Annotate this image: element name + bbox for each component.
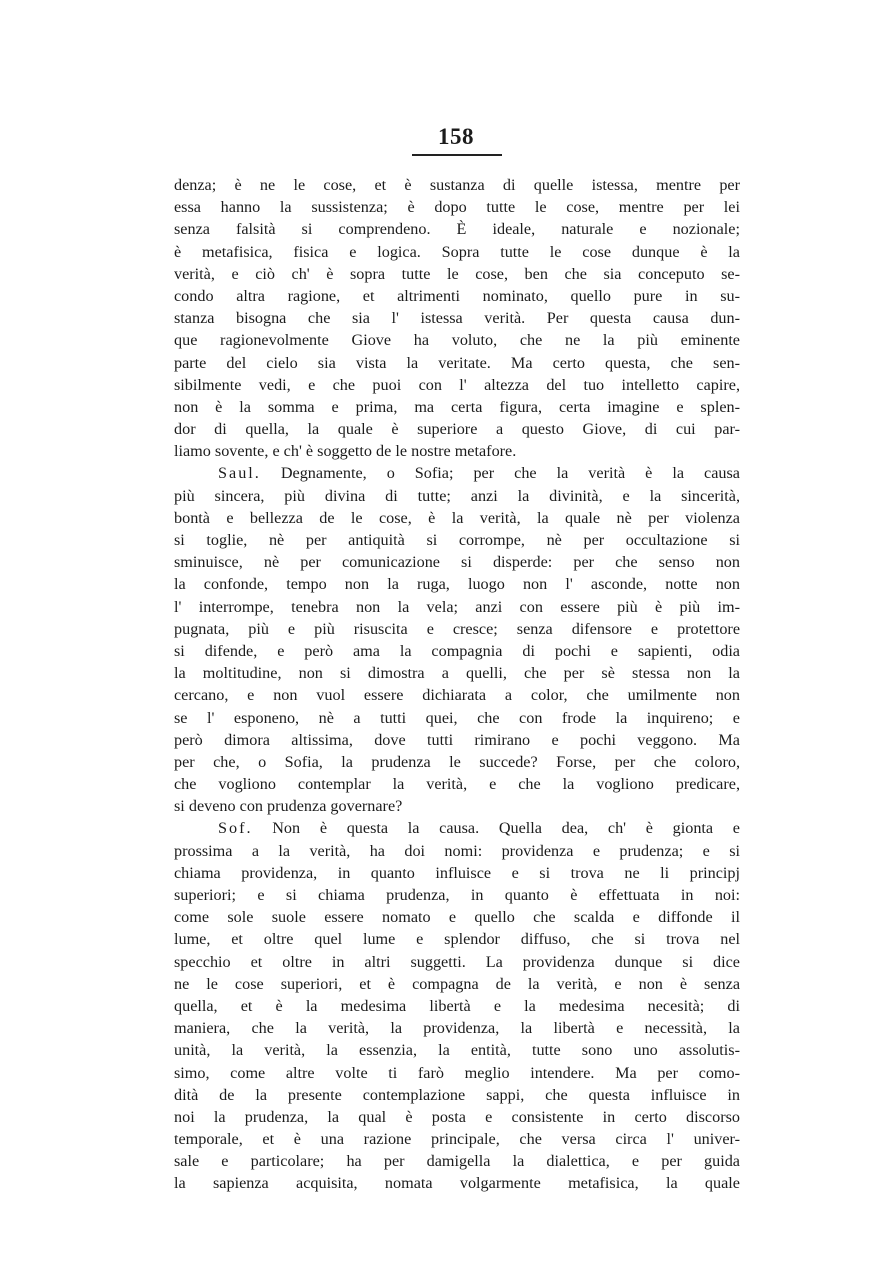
- line-text: essa hanno la sussistenza; è dopo tutte le cose, mentre per lei: [174, 198, 740, 217]
- line-text: sminuisce, nè per comunicazione si disperde: per che senso non: [174, 553, 740, 572]
- line-text: più sincera, più divina di tutte; anzi la divinità, e la sincerità,: [174, 486, 740, 505]
- text-line: [174, 662, 740, 684]
- text-line: [174, 640, 740, 662]
- line-text: quella, et è la medesima libertà e la medesima necesità; di: [174, 996, 740, 1015]
- line-text: la moltitudine, non si dimostra a quelli, che per sè stessa non la: [174, 664, 740, 683]
- text-line: [174, 329, 740, 351]
- text-line: [174, 928, 740, 950]
- line-text: que ragionevolmente Giove ha voluto, che ne la più eminente: [174, 331, 740, 350]
- line-text: noi la prudenza, la qual è posta e consistente in certo discorso: [174, 1107, 740, 1126]
- text-line: [174, 684, 740, 706]
- text-line: [174, 462, 740, 484]
- text-line: [174, 840, 740, 862]
- line-text: specchio et oltre in altri suggetti. La providenza dunque si dice: [174, 952, 740, 971]
- line-text: si toglie, nè per antiquità si corrompe, nè per occultazione si: [174, 531, 740, 549]
- text-line: [174, 1084, 740, 1106]
- line-text: superiori; e si chiama prudenza, in quanto è effettuata in noi:: [174, 886, 740, 904]
- line-text: condo altra ragione, et altrimenti nominato, quello pure in su-: [174, 286, 740, 305]
- line-text: bontà e bellezza de le cose, è la verità, la quale nè per violenza: [174, 508, 740, 527]
- text-line: [174, 751, 740, 773]
- text-line: [174, 795, 740, 817]
- line-text: lume, et oltre quel lume e splendor diffuso, che si trova nel: [174, 930, 740, 949]
- line-text: chiama providenza, in quanto influisce e si trova ne li principj: [174, 863, 740, 882]
- line-text: liamo sovente, e ch' è soggetto de le nostre metafore.: [174, 442, 517, 461]
- text-line: [174, 352, 740, 374]
- text-line: [174, 1128, 740, 1150]
- line-text: è metafisica, fisica e logica. Sopra tutte le cose dunque è la: [174, 242, 740, 261]
- line-text: verità, e ciò ch' è sopra tutte le cose, ben che sia conceputo se-: [174, 264, 740, 283]
- line-text: prossima a la verità, ha doi nomi: providenza e prudenza; e si: [174, 841, 740, 860]
- line-text: l' interrompe, tenebra non la vela; anzi con essere più è più im-: [174, 597, 740, 616]
- line-text: la sapienza acquisita, nomata volgarmente metafisica, la quale: [174, 1174, 740, 1193]
- text-line: [174, 707, 740, 729]
- text-line: [174, 263, 740, 285]
- text-line: [174, 485, 740, 507]
- text-line: [174, 1017, 740, 1039]
- text-line: [174, 374, 740, 396]
- line-text: denza; è ne le cose, et è sustanza di quelle istessa, mentre per: [174, 176, 740, 194]
- text-line: [174, 618, 740, 640]
- text-line: [174, 817, 740, 839]
- text-line: [174, 1172, 740, 1194]
- text-line: [174, 174, 740, 196]
- line-text: stanza bisogna che sia l' istessa verità. Per questa causa dun-: [174, 309, 740, 328]
- line-text: senza falsità si comprendeno. È ideale, naturale e nozionale;: [174, 220, 740, 239]
- text-line: [174, 1150, 740, 1172]
- text-line: [174, 418, 740, 440]
- page-number: 158: [438, 124, 474, 149]
- line-text: simo, come altre volte ti farò meglio intendere. Ma per como-: [174, 1063, 740, 1082]
- text-line: [174, 440, 740, 462]
- line-text: come sole suole essere nomato e quello che scalda e diffonde il: [174, 908, 740, 927]
- line-text: pugnata, più e più risuscita e cresce; senza difensore e protettore: [174, 619, 740, 638]
- line-text: dor di quella, la quale è superiore a questo Giove, di cui par-: [174, 420, 740, 439]
- line-text: che vogliono contemplar la verità, e che la vogliono predicare,: [174, 775, 740, 794]
- text-line: [174, 218, 740, 240]
- line-text: parte del cielo sia vista la veritate. Ma certo questa, che sen-: [174, 353, 740, 372]
- line-text: temporale, et è una razione principale, che versa circa l' univer-: [174, 1130, 740, 1149]
- text-line: [174, 729, 740, 751]
- line-text: maniera, che la verità, la providenza, la libertà e necessità, la: [174, 1019, 740, 1038]
- line-text: si deveno con prudenza governare?: [174, 797, 403, 816]
- text-line: [174, 906, 740, 928]
- speaker-name: Sof.: [218, 819, 253, 838]
- text-line: [174, 773, 740, 795]
- line-text: dità de la presente contemplazione sappi, che questa influisce in: [174, 1085, 740, 1104]
- line-text: per che, o Sofia, la prudenza le succede? Forse, per che coloro,: [174, 752, 740, 771]
- text-line: [174, 307, 740, 329]
- speaker-name: Saul.: [218, 464, 261, 483]
- text-line: [174, 396, 740, 418]
- text-line: [174, 507, 740, 529]
- text-line: [174, 862, 740, 884]
- line-text: se l' esponeno, nè a tutti quei, che con frode la inquireno; e: [174, 708, 740, 727]
- line-text: sibilmente vedi, e che puoi con l' altezza del tuo intelletto capire,: [174, 375, 740, 394]
- text-line: [174, 995, 740, 1017]
- text-line: [174, 241, 740, 263]
- line-text: però dimora altissima, dove tutti rimirano e pochi veggono. Ma: [174, 730, 740, 749]
- line-text: unità, la verità, la essenzia, la entità, tutte sono uno assolutis-: [174, 1041, 740, 1060]
- text-line: [174, 596, 740, 618]
- text-line: [174, 1062, 740, 1084]
- body-text: [174, 174, 740, 1195]
- text-line: [174, 973, 740, 995]
- line-text: Non è questa la causa. Quella dea, ch' è gionta e: [252, 819, 740, 838]
- line-text: sale e particolare; ha per damigella la dialettica, e per guida: [174, 1152, 740, 1171]
- text-line: [174, 285, 740, 307]
- text-line: [174, 951, 740, 973]
- text-line: [174, 529, 740, 551]
- text-line: [174, 551, 740, 573]
- line-text: ne le cose superiori, et è compagna de la verità, e non è senza: [174, 974, 740, 993]
- header-rule: [412, 154, 502, 156]
- text-line: [174, 1039, 740, 1061]
- line-text: cercano, e non vuol essere dichiarata a color, che umilmente non: [174, 686, 740, 705]
- text-line: [174, 884, 740, 906]
- text-line: [174, 573, 740, 595]
- line-text: Degnamente, o Sofia; per che la verità è la causa: [260, 464, 740, 483]
- line-text: non è la somma e prima, ma certa figura, certa imagine e splen-: [174, 397, 740, 416]
- text-line: [174, 1106, 740, 1128]
- line-text: la confonde, tempo non la ruga, luogo non l' asconde, notte non: [174, 575, 740, 594]
- line-text: si difende, e però ama la compagnia di pochi e sapienti, odia: [174, 641, 740, 660]
- text-line: [174, 196, 740, 218]
